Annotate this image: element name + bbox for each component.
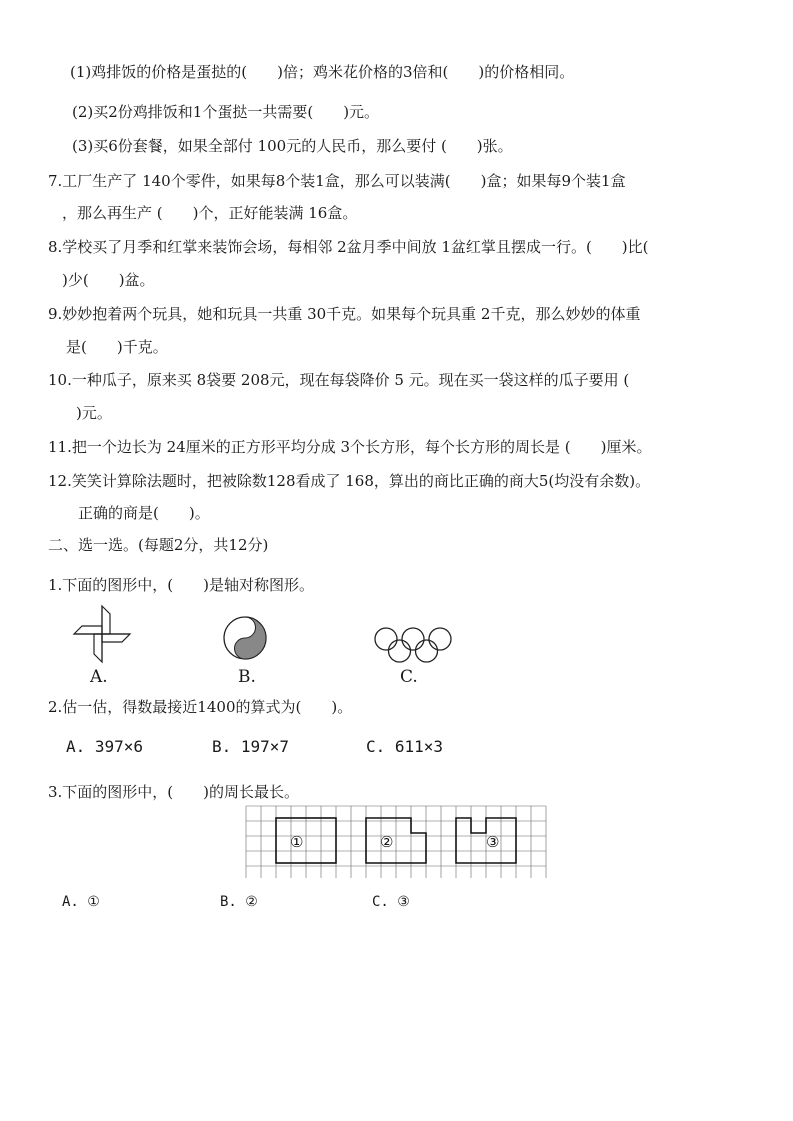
q7-line2: ，那么再生产 ( )个，正好能装满 16盒。 (62, 204, 358, 222)
q8-line1: 8.学校买了月季和红掌来装饰会场，每相邻 2盆月季中间放 1盆红掌且摆成一行。( )比( (48, 238, 649, 256)
mc3-option-c: C. ③ (372, 894, 410, 910)
q6-sub3: (3)买6份套餐，如果全部付 100元的人民币，那么要付 ( )张。 (72, 137, 513, 155)
shape-1-label: ① (290, 833, 304, 851)
mc3-option-b: B. ② (220, 894, 258, 910)
pinwheel-figure (70, 602, 134, 666)
mc1-question: 1.下面的图形中，( )是轴对称图形。 (48, 576, 315, 594)
mc2-option-a: A. 397×6 (66, 737, 144, 756)
q6-sub1: (1)鸡排饭的价格是蛋挞的( )倍；鸡米花价格的3倍和( )的价格相同。 (70, 63, 575, 81)
mc1-option-a: A. (90, 667, 108, 687)
q7-line1: 7.工厂生产了 140个零件，如果每8个装1盒，那么可以装满( )盒；如果每9个装1盒 (48, 172, 626, 190)
section2-title: 二、选一选。(每题2分，共12分) (48, 536, 269, 554)
mc2-option-b: B. 197×7 (212, 737, 290, 756)
mc1-option-c: C. (400, 667, 418, 687)
mc3-question: 3.下面的图形中，( )的周长最长。 (48, 783, 300, 801)
mc2-question: 2.估一估，得数最接近1400的算式为( )。 (48, 698, 353, 716)
q9-line1: 9.妙妙抱着两个玩具，她和玩具一共重 30千克。如果每个玩具重 2千克，那么妙妙的体重 (48, 305, 641, 323)
q9-line2: 是( )千克。 (66, 338, 168, 356)
q10-line2: )元。 (76, 404, 112, 422)
mc1-option-b: B. (238, 667, 256, 687)
grid-figure (244, 806, 548, 879)
shape-2-label: ② (380, 833, 394, 851)
olympic-rings-figure (374, 626, 452, 666)
q12-line2: 正确的商是( )。 (78, 504, 210, 522)
q10-line1: 10.一种瓜子，原来买 8袋要 208元，现在每袋降价 5 元。现在买一袋这样的瓜子要用 ( (48, 371, 630, 389)
q11-line1: 11.把一个边长为 24厘米的正方形平均分成 3个长方形，每个长方形的周长是 ( )厘米。 (48, 438, 652, 456)
mc3-option-a: A. ① (62, 894, 100, 910)
q8-line2: )少( )盆。 (62, 271, 155, 289)
q6-sub2: (2)买2份鸡排饭和1个蛋挞一共需要( )元。 (72, 103, 380, 121)
q12-line1: 12.笑笑计算除法题时，把被除数128看成了 168，算出的商比正确的商大5(均没有余数)。 (48, 472, 651, 490)
shape-3-label: ③ (486, 833, 500, 851)
yin-yang-figure (222, 615, 268, 661)
mc2-option-c: C. 611×3 (366, 737, 444, 756)
